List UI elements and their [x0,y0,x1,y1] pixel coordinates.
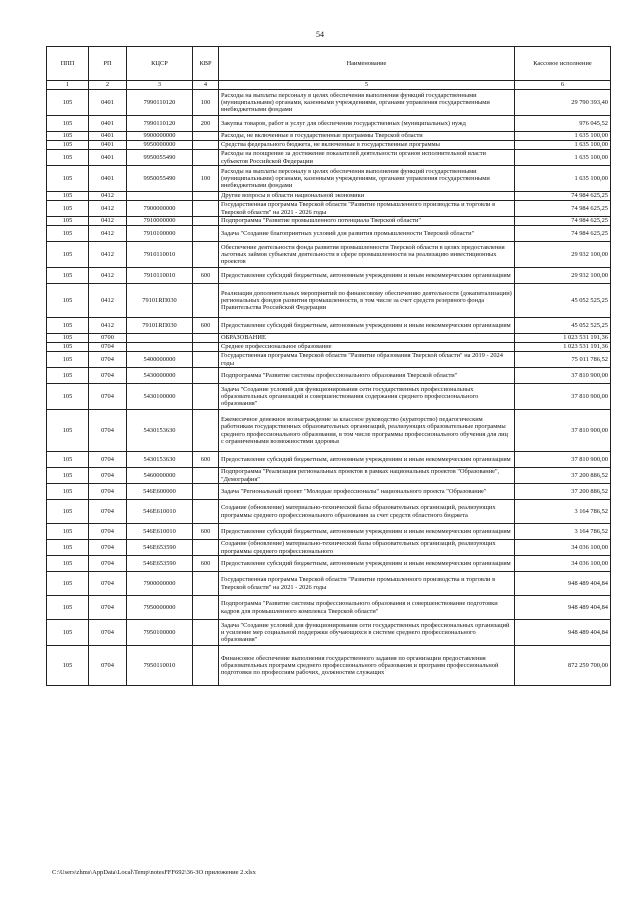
table-row [47,242,611,268]
cell-kcsr: 5430100000 [127,384,193,410]
cell-kvr: 100 [193,90,219,116]
cell-kvr [193,500,219,524]
cell-ppp: 105 [47,192,89,201]
cell-kvr [193,192,219,201]
table-row [47,343,611,352]
table-row [47,318,611,334]
cell-ppp: 105 [47,334,89,343]
cell-kcsr: 5430153630 [127,410,193,452]
cell-rp: 0704 [89,596,127,620]
cell-ppp: 105 [47,352,89,368]
cell-name: Подпрограмма "Реализация региональных проектов в рамках национальных проектов "Образование", "Демография" [219,468,515,484]
cell-amount: 3 164 786,52 [515,500,611,524]
cell-name: Расходы, не включенные в государственные программы Тверской области [219,132,515,141]
cell-amount: 37 200 886,52 [515,484,611,500]
cell-kcsr: 7910000000 [127,217,193,226]
cell-ppp: 105 [47,540,89,556]
cell-rp: 0704 [89,556,127,572]
column-index: 6 [515,81,611,90]
cell-amount: 75 011 786,52 [515,352,611,368]
cell-kcsr: 5400000000 [127,352,193,368]
cell-rp: 0401 [89,90,127,116]
table-row [47,334,611,343]
cell-amount: 948 489 404,84 [515,596,611,620]
cell-amount: 948 489 404,84 [515,620,611,646]
cell-kcsr: 7910100000 [127,226,193,242]
cell-kvr: 600 [193,556,219,572]
cell-kcsr: 546E653590 [127,556,193,572]
table-row [47,620,611,646]
cell-name: Подпрограмма "Развитие системы профессионального образования Тверской области" [219,368,515,384]
cell-kvr [193,620,219,646]
cell-amount: 34 036 100,00 [515,556,611,572]
cell-kcsr [127,334,193,343]
cell-kvr: 600 [193,524,219,540]
table-row [47,150,611,166]
cell-kvr [193,141,219,150]
table-row [47,572,611,596]
cell-kcsr: 79101RП030 [127,318,193,334]
cell-kcsr [127,192,193,201]
cell-kvr [193,352,219,368]
cell-kcsr: 7950100000 [127,620,193,646]
cell-amount: 872 259 700,00 [515,646,611,686]
table-row [47,132,611,141]
cell-kcsr: 546E600000 [127,484,193,500]
table-row [47,540,611,556]
cell-name: Задача "Региональный проект "Молодые профессионалы" национального проекта "Образование" [219,484,515,500]
cell-ppp: 105 [47,116,89,132]
cell-name: Финансовое обеспечение выполнения государственного задания по организации предоставления образовательных программ среднего профессионального образования и программ профессиональной подготовки по профессиям рабочих, должностям служащих [219,646,515,686]
cell-kvr [193,368,219,384]
cell-name: Расходы на выплаты персоналу в целях обеспечения выполнения функций государственными (муниципальными) органами, казенными учреждениями, органами управления государственными внебюджетными фондами [219,90,515,116]
header-name: Наименование [219,47,515,81]
cell-kcsr: 546E653590 [127,540,193,556]
cell-name: Другие вопросы в области национальной экономики [219,192,515,201]
header-amount: Кассовое исполнение [515,47,611,81]
cell-amount: 1 635 100,00 [515,150,611,166]
cell-kvr [193,150,219,166]
cell-kvr [193,540,219,556]
cell-ppp: 105 [47,166,89,192]
cell-rp: 0412 [89,201,127,217]
cell-name: Государственная программа Тверской области "Развитие образования Тверской области" на 2019 - 2024 годы [219,352,515,368]
cell-kcsr: 7900000000 [127,201,193,217]
cell-rp: 0412 [89,318,127,334]
cell-name: Предоставление субсидий бюджетным, автономным учреждениям и иным некоммерческим организациям [219,556,515,572]
cell-kvr: 200 [193,116,219,132]
cell-amount: 74 984 625,25 [515,192,611,201]
cell-kvr [193,226,219,242]
header-rp: РП [89,47,127,81]
cell-amount: 37 200 886,52 [515,468,611,484]
table-header-row [47,47,611,81]
cell-kvr: 600 [193,318,219,334]
header-ppp: ППП [47,47,89,81]
cell-rp: 0401 [89,141,127,150]
table-row [47,368,611,384]
cell-rp: 0401 [89,132,127,141]
cell-kcsr: 79101RП030 [127,284,193,318]
cell-kvr [193,468,219,484]
cell-kcsr: 7950000000 [127,596,193,620]
cell-kcsr: 546E610010 [127,500,193,524]
cell-kcsr: 7990110120 [127,116,193,132]
cell-rp: 0704 [89,468,127,484]
cell-kvr [193,484,219,500]
cell-name: Обеспечение деятельности фонда развития промышленности Тверской области в целях предоставления льготных займов субъектам деятельности в сфере промышленности на реализацию инвестиционных проектов [219,242,515,268]
table-row [47,646,611,686]
cell-name: Расходы на выплаты персоналу в целях обеспечения выполнения функций государственными (муниципальными) органами, казенными учреждениями, органами управления государственными внебюджетными фондами [219,166,515,192]
cell-rp: 0704 [89,540,127,556]
column-index: 4 [193,81,219,90]
table-row [47,284,611,318]
cell-ppp: 105 [47,468,89,484]
table-row [47,141,611,150]
cell-rp: 0412 [89,284,127,318]
cell-kvr: 600 [193,268,219,284]
cell-ppp: 105 [47,201,89,217]
cell-name: Задача "Создание условий для функционирования сети государственных профессиональных организаций и усиление мер социальной поддержки обучающихся в системе среднего профессионального образования" [219,620,515,646]
cell-name: Предоставление субсидий бюджетным, автономным учреждениям и иным некоммерческим организациям [219,318,515,334]
table-row [47,410,611,452]
cell-amount: 29 790 393,40 [515,90,611,116]
cell-name: Предоставление субсидий бюджетным, автономным учреждениям и иным некоммерческим организациям [219,452,515,468]
table-row [47,90,611,116]
cell-kcsr: 5460000000 [127,468,193,484]
table-row [47,226,611,242]
cell-kvr [193,132,219,141]
cell-name: Подпрограмма "Развитие системы профессионального образования и совершенствование подготовки кадров для промышленного комплекса Тверской области" [219,596,515,620]
cell-amount: 1 023 531 191,36 [515,334,611,343]
cell-ppp: 105 [47,646,89,686]
cell-rp: 0704 [89,452,127,468]
table-row [47,352,611,368]
table-row [47,116,611,132]
cell-amount: 1 635 100,00 [515,141,611,150]
cell-kcsr [127,343,193,352]
cell-ppp: 105 [47,500,89,524]
cell-ppp: 105 [47,226,89,242]
cell-rp: 0412 [89,268,127,284]
header-kvr: КВР [193,47,219,81]
cell-rp: 0704 [89,646,127,686]
cell-rp: 0401 [89,116,127,132]
cell-kcsr: 5430000000 [127,368,193,384]
cell-name: Государственная программа Тверской области "Развитие промышленного производства и торговли в Тверской области" на 2021 - 2026 годы [219,201,515,217]
cell-kcsr: 9950000000 [127,141,193,150]
cell-rp: 0412 [89,217,127,226]
column-index: 1 [47,81,89,90]
cell-kcsr: 7990110120 [127,90,193,116]
cell-kvr [193,284,219,318]
cell-ppp: 105 [47,90,89,116]
cell-rp: 0704 [89,572,127,596]
cell-kvr: 600 [193,452,219,468]
cell-name: Государственная программа Тверской области "Развитие промышленного производства и торговли в Тверской области" на 2021 - 2026 годы [219,572,515,596]
footer-file-path: C:\Users\zhms\AppData\Local\Temp\notesFFF692\36-ЗО приложение 2.xlsx [52,869,256,876]
cell-kcsr: 9950055490 [127,166,193,192]
cell-ppp: 105 [47,556,89,572]
cell-rp: 0401 [89,166,127,192]
cell-kvr [193,334,219,343]
cell-name: Реализация дополнительных мероприятий по финансовому обеспечению деятельности (докапитализации) региональных фондов развития промышленности, в том числе за счет средств резервного фонда Правительства Российской Федерации [219,284,515,318]
cell-ppp: 105 [47,242,89,268]
cell-ppp: 105 [47,524,89,540]
cell-amount: 3 164 786,52 [515,524,611,540]
cell-amount: 976 045,52 [515,116,611,132]
cell-kcsr: 7910110010 [127,268,193,284]
header-kcsr: КЦСР [127,47,193,81]
cell-amount: 34 036 100,00 [515,540,611,556]
cell-ppp: 105 [47,452,89,468]
column-index-row [47,81,611,90]
cell-ppp: 105 [47,132,89,141]
table-row [47,452,611,468]
cell-rp: 0700 [89,334,127,343]
table-row [47,484,611,500]
cell-name: Создание (обновление) материально-технической базы образовательных организаций, реализующих программы среднего профессионального [219,540,515,556]
table-body [47,90,611,686]
page-number: 54 [316,30,324,39]
cell-amount: 37 810 900,00 [515,452,611,468]
cell-amount: 37 810 900,00 [515,368,611,384]
cell-kvr: 100 [193,166,219,192]
cell-kcsr: 7900000000 [127,572,193,596]
cell-rp: 0412 [89,226,127,242]
cell-name: ОБРАЗОВАНИЕ [219,334,515,343]
cell-kvr [193,201,219,217]
cell-amount: 29 932 100,00 [515,268,611,284]
cell-name: Закупка товаров, работ и услуг для обеспечения государственных (муниципальных) нужд [219,116,515,132]
table-row [47,596,611,620]
budget-table [46,46,611,686]
cell-ppp: 105 [47,141,89,150]
cell-ppp: 105 [47,284,89,318]
cell-amount: 1 023 531 191,36 [515,343,611,352]
cell-ppp: 105 [47,368,89,384]
cell-amount: 74 984 625,25 [515,217,611,226]
cell-kcsr: 5430153630 [127,452,193,468]
table-row [47,556,611,572]
cell-name: Задача "Создание условий для функционирования сети государственных профессиональных образовательных организаций и совершенствования содержания среднего профессионального образования" [219,384,515,410]
cell-kvr [193,646,219,686]
cell-name: Создание (обновление) материально-технической базы образовательных организаций, реализующих программы среднего профессионального образования за счет средств областного бюджета [219,500,515,524]
table-row [47,468,611,484]
cell-ppp: 105 [47,572,89,596]
cell-name: Подпрограмма "Развитие промышленного потенциала Тверской области" [219,217,515,226]
cell-kcsr: 546E610010 [127,524,193,540]
cell-rp: 0704 [89,620,127,646]
cell-kcsr: 7910110010 [127,242,193,268]
cell-rp: 0704 [89,368,127,384]
cell-amount: 37 810 900,00 [515,384,611,410]
cell-amount: 37 810 900,00 [515,410,611,452]
cell-ppp: 105 [47,384,89,410]
cell-name: Среднее профессиональное образование [219,343,515,352]
cell-name: Расходы на поощрение за достижение показателей деятельности органов исполнительной власти субъектов Российской Федерации [219,150,515,166]
cell-name: Ежемесячное денежное вознаграждение за классное руководство (кураторство) педагогическим работникам государственных образовательных организаций, реализующих образовательные программы среднего профессионального образования, в том числе программы профессионального обучения для лиц с ограниченными возможностями здоровья [219,410,515,452]
cell-amount: 74 984 625,25 [515,201,611,217]
cell-rp: 0704 [89,384,127,410]
cell-rp: 0704 [89,484,127,500]
cell-amount: 45 052 525,25 [515,284,611,318]
column-index: 5 [219,81,515,90]
cell-ppp: 105 [47,343,89,352]
cell-ppp: 105 [47,268,89,284]
cell-rp: 0704 [89,410,127,452]
cell-kvr [193,343,219,352]
cell-ppp: 105 [47,318,89,334]
cell-rp: 0412 [89,192,127,201]
cell-ppp: 105 [47,150,89,166]
cell-kvr [193,410,219,452]
cell-name: Предоставление субсидий бюджетным, автономным учреждениям и иным некоммерческим организациям [219,524,515,540]
column-index: 3 [127,81,193,90]
table-row [47,268,611,284]
cell-amount: 1 635 100,00 [515,132,611,141]
cell-rp: 0412 [89,242,127,268]
cell-kcsr: 9900000000 [127,132,193,141]
table-row [47,384,611,410]
cell-rp: 0704 [89,500,127,524]
cell-ppp: 105 [47,484,89,500]
cell-kcsr: 7950110010 [127,646,193,686]
table-row [47,217,611,226]
table-row [47,166,611,192]
table-row [47,524,611,540]
cell-ppp: 105 [47,620,89,646]
cell-kvr [193,217,219,226]
cell-rp: 0401 [89,150,127,166]
cell-kcsr: 9950055490 [127,150,193,166]
cell-rp: 0704 [89,343,127,352]
cell-kvr [193,384,219,410]
table-row [47,201,611,217]
cell-amount: 29 932 100,00 [515,242,611,268]
cell-kvr [193,572,219,596]
table-row [47,192,611,201]
cell-name: Предоставление субсидий бюджетным, автономным учреждениям и иным некоммерческим организациям [219,268,515,284]
cell-amount: 74 984 625,25 [515,226,611,242]
cell-ppp: 105 [47,217,89,226]
table-row [47,500,611,524]
cell-name: Задача "Создание благоприятных условий для развития промышленности Тверской области" [219,226,515,242]
cell-amount: 948 489 404,84 [515,572,611,596]
column-index: 2 [89,81,127,90]
cell-name: Средства федерального бюджета, не включенные в государственные программы [219,141,515,150]
cell-kvr [193,242,219,268]
cell-kvr [193,596,219,620]
cell-rp: 0704 [89,524,127,540]
cell-amount: 45 052 525,25 [515,318,611,334]
cell-ppp: 105 [47,410,89,452]
cell-amount: 1 635 100,00 [515,166,611,192]
cell-ppp: 105 [47,596,89,620]
cell-rp: 0704 [89,352,127,368]
